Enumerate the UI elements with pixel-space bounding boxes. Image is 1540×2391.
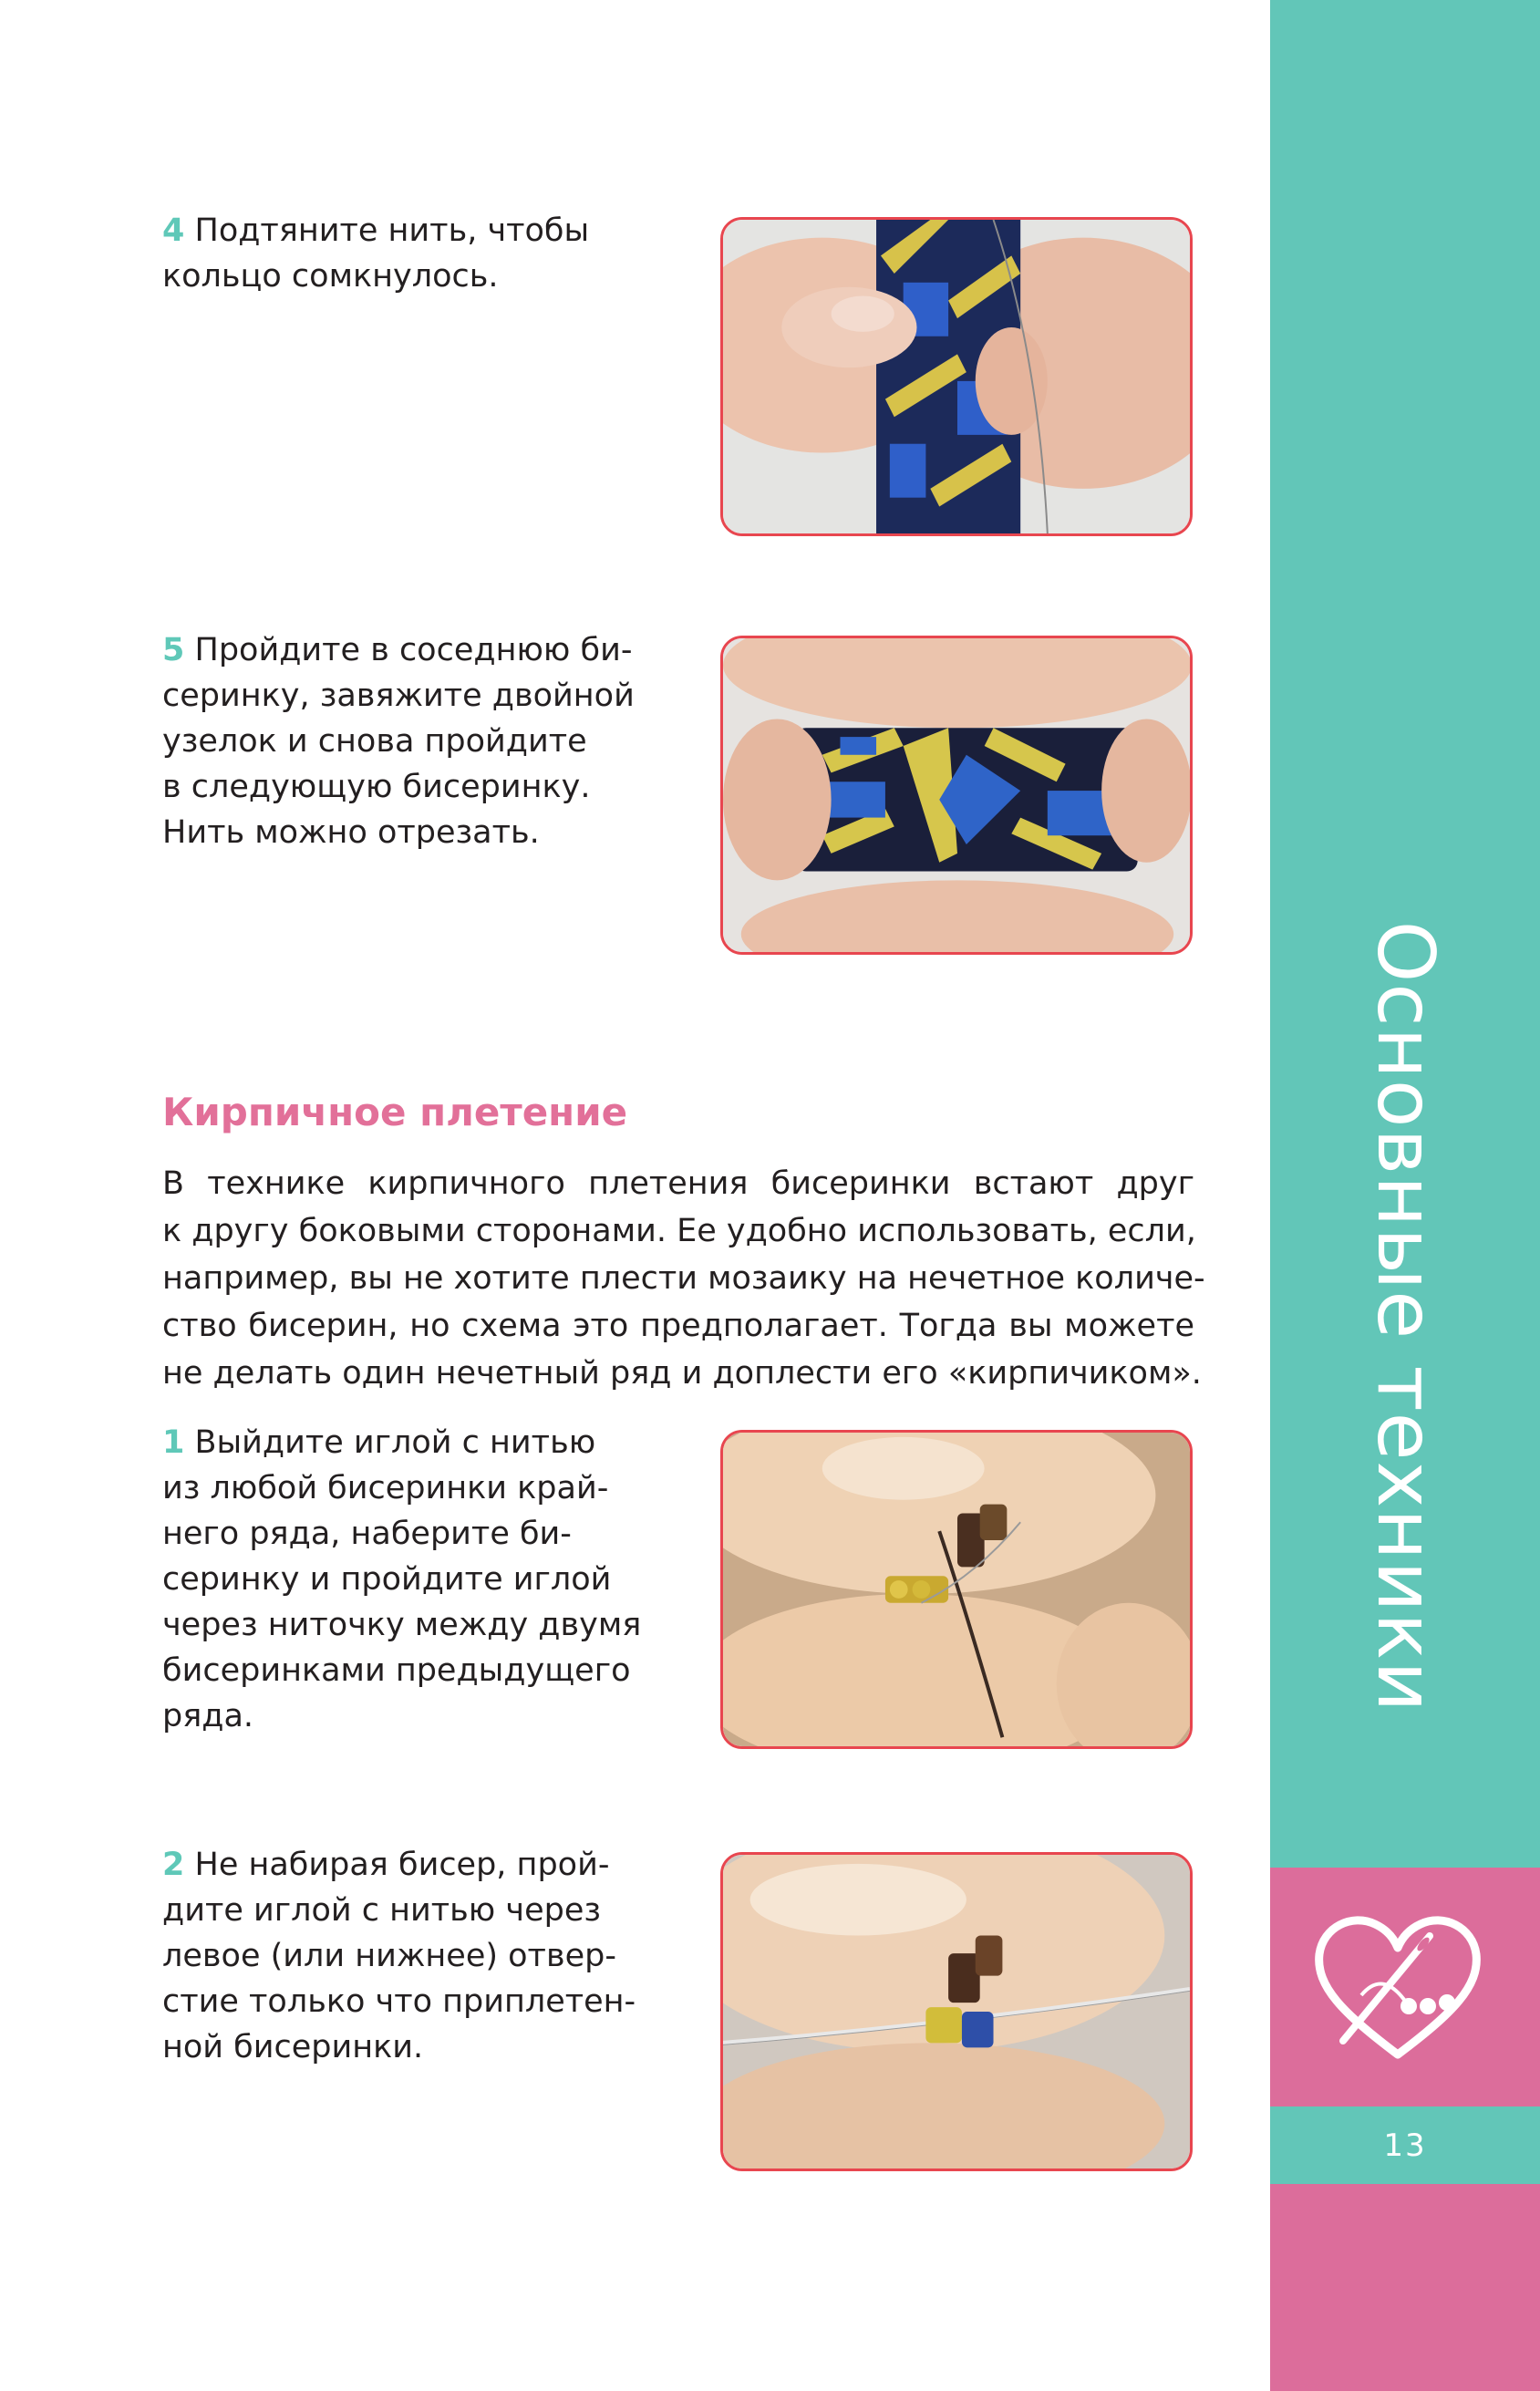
section-heading: Кирпичное плетение (162, 1090, 628, 1134)
section-intro (162, 1160, 1205, 1397)
heart-needle-icon (1307, 1904, 1489, 2068)
step-5 (162, 627, 635, 855)
sidebar-logo-band (1270, 1868, 1540, 2106)
step-number: 5 (162, 632, 185, 668)
intro-line: к другу боковыми сторонами. Ее удобно использовать, если, (162, 1213, 1196, 1249)
step-number: 2 (162, 1847, 185, 1883)
photo-brick-step-2 (720, 1852, 1193, 2171)
section-title: Основные техники (1359, 920, 1451, 1713)
intro-line: ство бисерин, но схема это предполагает. Тогда вы можете (162, 1308, 1194, 1344)
step-2 (162, 1842, 636, 2070)
page-number: 13 (1383, 2127, 1427, 2164)
intro-line: не делать один нечетный ряд и доплести его «кирпичиком». (162, 1355, 1202, 1392)
photo-beaded-band (720, 636, 1193, 955)
sidebar-bottom-band (1270, 2184, 1540, 2391)
step-number: 4 (162, 212, 185, 249)
step-text: Не набирая бисер, прой- дите иглой с нитью через левое (или нижнее) отвер- стие только что приплетен- ной бисеринки. (162, 1847, 636, 2065)
step-text: Подтяните нить, чтобы кольцо сомкнулось. (162, 212, 590, 295)
step-number: 1 (162, 1424, 185, 1461)
page-number-band (1270, 2106, 1540, 2184)
step-text: Пройдите в соседнюю би- серинку, завяжите двойной узелок и снова пройдите в следующую бисеринку. Нить можно отрезать. (162, 632, 635, 851)
step-text: Выйдите иглой с нитью из любой бисеринки край- него ряда, наберите би- серинку и пройдите иглой через ниточку между двумя бисеринками предыдущего ряда. (162, 1424, 642, 1734)
step-4 (162, 208, 589, 299)
photo-brick-step-1 (720, 1430, 1193, 1749)
photo-ring-closing (720, 217, 1193, 536)
step-1 (162, 1420, 641, 1739)
intro-line: В технике кирпичного плетения бисеринки встают друг (162, 1165, 1194, 1202)
intro-line: например, вы не хотите плести мозаику на нечетное количе- (162, 1260, 1205, 1297)
